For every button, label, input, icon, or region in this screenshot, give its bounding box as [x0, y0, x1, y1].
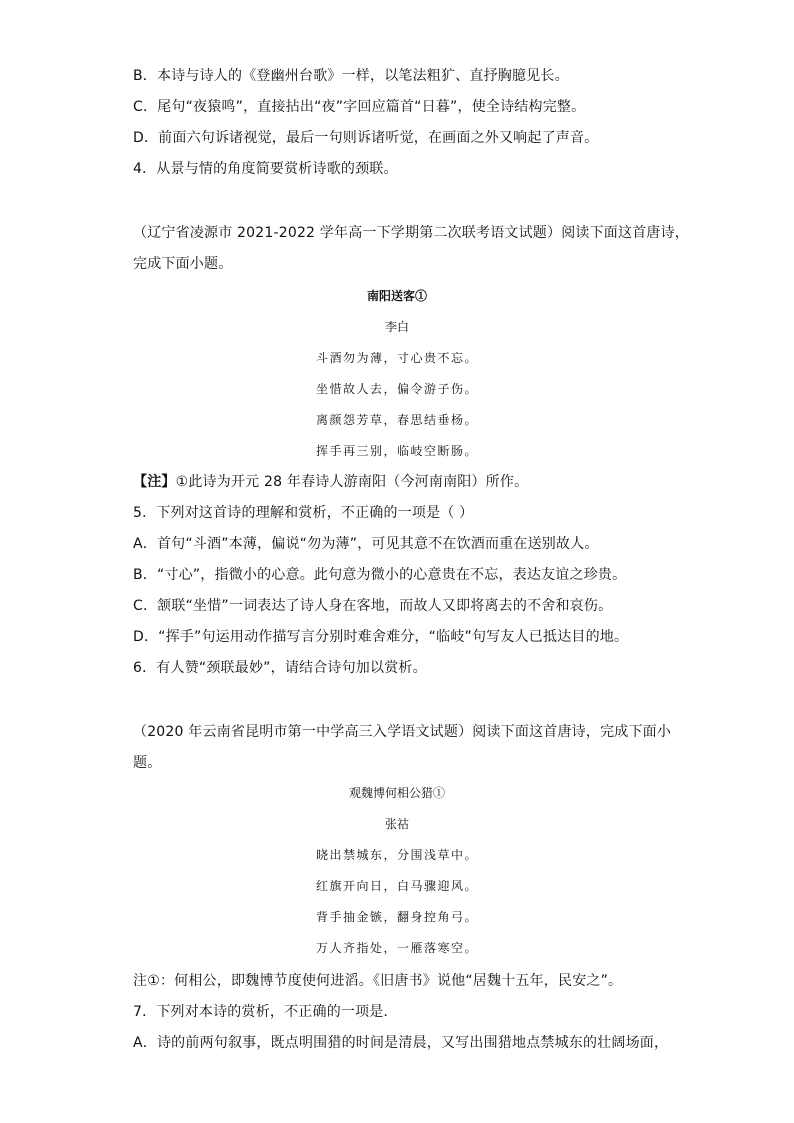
- poem2-note: 注①：何相公，即魏博节度使何进滔。《旧唐书》说他“居魏十五年，民安之”。: [133, 973, 623, 989]
- q5-option-c: C．颔联“坐惜”一词表达了诗人身在客地，而故人又即将离去的不舍和哀伤。: [133, 598, 613, 614]
- question-5: 5．下列对这首诗的理解和赏析，不正确的一项是（ ）: [133, 505, 474, 521]
- note-label: 【注】: [133, 474, 176, 490]
- note-text: ①此诗为开元 28 年春诗人游南阳（今河南南阳）所作。: [175, 474, 529, 490]
- poem1-note: [133, 472, 528, 492]
- q5-option-a: A．首句“斗酒”本薄，偏说“勿为薄”，可见其意不在饮酒而重在送别故人。: [133, 536, 599, 552]
- poem1-line: 离颜怨芳草，春思结垂杨。: [315, 413, 478, 427]
- section3-intro-line2: 题。: [133, 755, 162, 771]
- q4-option-b: B．本诗与诗人的《登幽州台歌》一样，以笔法粗犷、直抒胸臆见长。: [133, 68, 569, 84]
- q4-option-d: D．前面六句诉诸视觉，最后一句则诉诸听觉，在画面之外又响起了声音。: [133, 130, 599, 146]
- poem1-author: 李白: [384, 320, 409, 334]
- q5-option-b: B．“寸心”，指微小的心意。此句意为微小的心意贵在不忘，表达友谊之珍贵。: [133, 567, 627, 583]
- poem2-line: 晓出禁城东，分围浅草中。: [315, 848, 478, 862]
- q7-option-a: A．诗的前两句叙事，既点明围猎的时间是清晨，又写出围猎地点禁城东的壮阔场面，: [133, 1035, 669, 1051]
- section3-intro-line1: （2020 年云南省昆明市第一中学高三入学语文试题）阅读下面这首唐诗，完成下面小: [133, 724, 672, 740]
- poem2-title: 观魏博何相公猎①: [348, 786, 445, 800]
- poem1-line: 挥手再三别，临岐空断肠。: [315, 444, 478, 458]
- question-4: 4．从景与情的角度简要赏析诗歌的颈联。: [133, 161, 398, 177]
- q4-option-c: C．尾句“夜猿鸣”，直接拈出“夜”字回应篇首“日暮”，使全诗结构完整。: [133, 99, 586, 115]
- poem2-line: 万人齐指处，一雁落寒空。: [315, 941, 478, 955]
- poem1-line: 坐惜故人去，偏令游子伤。: [315, 382, 478, 396]
- poem2-line: 背手抽金镞，翻身控角弓。: [315, 910, 478, 924]
- poem1-title: 南阳送客①: [366, 289, 427, 303]
- q5-option-d: D．“挥手”句运用动作描写言分别时难舍难分，“临岐”句写友人已抵达目的地。: [133, 629, 629, 645]
- poem2-author: 张祜: [384, 817, 409, 831]
- poem1-line: 斗酒勿为薄，寸心贵不忘。: [315, 351, 478, 365]
- poem2-line: 红旗开向日，白马骤迎风。: [315, 879, 478, 893]
- question-7: 7．下列对本诗的赏析，不正确的一项是．: [133, 1004, 398, 1020]
- question-6: 6．有人赞“颈联最妙”，请结合诗句加以赏析。: [133, 660, 427, 676]
- section2-intro-line1: （辽宁省凌源市 2021-2022 学年高一下学期第二次联考语文试题）阅读下面这首唐诗，: [133, 225, 690, 241]
- section2-intro-line2: 完成下面小题。: [133, 256, 233, 272]
